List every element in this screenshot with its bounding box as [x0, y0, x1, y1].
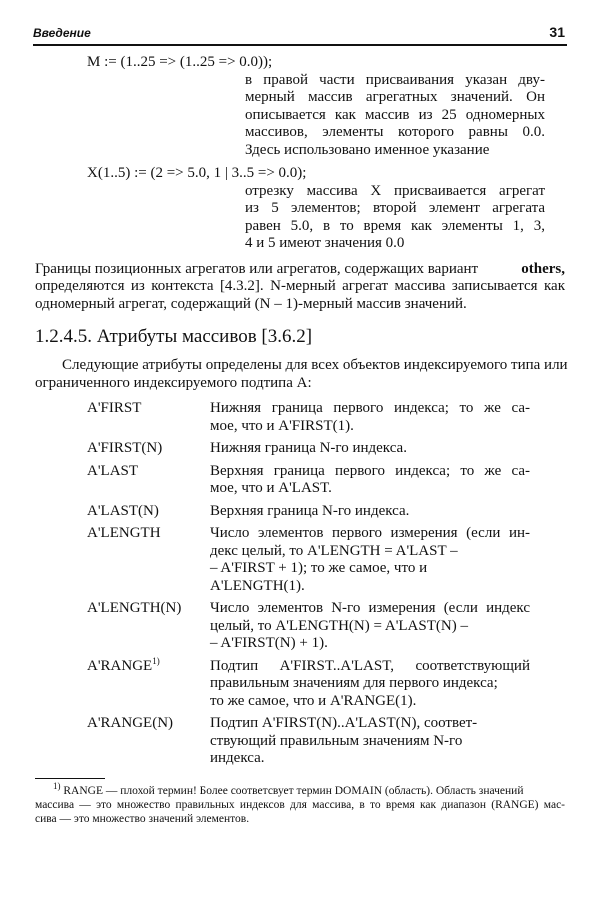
- attribute-row: [87, 463, 565, 498]
- description-line: Подтип A'FIRST(N)..A'LAST(N), соответ-: [210, 715, 478, 731]
- attribute-description: [210, 440, 530, 458]
- description-line: мое, что и A'LAST.: [210, 480, 332, 496]
- attribute-row: [87, 400, 565, 435]
- description-line: Нижняя граница N-го индекса.: [210, 440, 407, 456]
- attribute-row: [87, 503, 565, 521]
- keyword-others: others,: [521, 260, 565, 277]
- section-heading: 1.2.4.5. Атрибуты массивов [3.6.2]: [35, 326, 313, 347]
- attribute-row: [87, 600, 565, 653]
- description-line: то же самое, что и A'RANGE(1).: [210, 692, 417, 709]
- description-line: Число элементов первого измерения (если ин-: [210, 525, 530, 541]
- attribute-description: [210, 525, 530, 595]
- description-line: отрезку массива X присваивается агрегат: [245, 182, 545, 199]
- footnote-divider: [35, 778, 105, 779]
- description-line: декс целый, то A'LENGTH = A'LAST –: [210, 542, 458, 559]
- description-line: мое, что и A'FIRST(1).: [210, 417, 354, 434]
- body-paragraph: [35, 261, 565, 314]
- code-example-1-description: [245, 72, 545, 160]
- description-line: Здесь использовано именное указание: [245, 141, 490, 158]
- description-line: A'LENGTH(1).: [210, 577, 305, 594]
- description-line: индекса.: [210, 750, 265, 766]
- footnote-mark: 1): [53, 780, 61, 791]
- description-line: целый, то A'LENGTH(N) = A'LAST(N) –: [210, 617, 468, 634]
- description-line: – A'FIRST(N) + 1).: [210, 635, 328, 651]
- attribute-term: A'LAST: [87, 462, 139, 479]
- description-line: Верхняя граница первого индекса; то же са-: [210, 462, 530, 479]
- attribute-description: [210, 503, 530, 521]
- description-line: Подтип A'FIRST..A'LAST, соответствующий: [210, 657, 530, 674]
- footnote-line: массива — это множество правильных индексов для массива, в то время как диапазон (RANGE) мас-: [35, 798, 565, 811]
- page-number: 31: [549, 24, 565, 40]
- description-line: – A'FIRST + 1); то же самое, что и: [210, 560, 428, 576]
- attribute-term: A'LENGTH(N): [87, 600, 182, 616]
- attribute-row: [87, 525, 565, 595]
- footnote-line-1: [35, 780, 565, 798]
- paragraph-line: определяются из контекста [4.3.2]. N-мерный агрегат массива записывается как: [35, 278, 565, 294]
- attribute-description: [210, 658, 530, 711]
- paragraph-line: одномерный агрегат, содержащий (N – 1)-мерный массив значений.: [35, 295, 467, 312]
- description-line: описывается как массив из 25 одномерных: [245, 106, 545, 123]
- attribute-row: [87, 440, 565, 458]
- attribute-term: [87, 655, 210, 711]
- description-line: Число элементов N-го измерения (если индекс: [210, 600, 530, 616]
- footnote-reference[interactable]: 1): [152, 655, 160, 666]
- code-example-2: X(1..5) := (2 => 5.0, 1 | 3..5 => 0.0);: [87, 165, 307, 181]
- attribute-description: [210, 400, 530, 435]
- description-line: мерный массив агрегатных значений. Он: [245, 89, 545, 105]
- code-example-2-block: [35, 165, 565, 253]
- attribute-description: [210, 600, 530, 653]
- description-line: Нижняя граница первого индекса; то же са-: [210, 400, 530, 416]
- footnote-line: сива — это множество значений элементов.: [35, 812, 250, 825]
- attribute-term: A'LAST(N): [87, 502, 159, 519]
- attribute-description: [210, 463, 530, 498]
- paragraph-line-1: [35, 261, 565, 279]
- attribute-term: A'RANGE(N): [87, 715, 174, 731]
- paragraph-text: Границы позиционных агрегатов или агрегатов, содержащих вариант: [35, 260, 479, 277]
- attribute-row: [87, 715, 565, 768]
- attribute-row: [87, 655, 565, 711]
- description-line: 4 и 5 имеют значения 0.0: [245, 235, 405, 251]
- intro-line: ограниченного индексируемого подтипа A:: [35, 374, 312, 391]
- description-line: Верхняя граница N-го индекса.: [210, 502, 410, 519]
- code-example-2-description: [245, 183, 545, 253]
- footnote-text: RANGE — плохой термин! Более соответсвует термин DOMAIN (область). Область значений: [63, 784, 524, 797]
- attribute-term: A'FIRST: [87, 400, 142, 416]
- intro-line: Следующие атрибуты определены для всех объектов индексируемого типа или: [62, 357, 568, 373]
- page-body: [0, 46, 600, 768]
- description-line: ствующий правильным значениям N-го: [210, 732, 463, 749]
- attribute-term: A'FIRST(N): [87, 440, 163, 456]
- description-line: равен 5.0, в то время как элементы 1, 3,: [245, 217, 545, 234]
- attribute-description: [210, 715, 530, 768]
- code-example-1-block: [35, 54, 565, 159]
- footnote: [35, 780, 565, 826]
- attributes-list: [87, 400, 565, 768]
- description-line: в правой части присваивания указан дву-: [245, 71, 545, 88]
- description-line: из 5 элементов; второй элемент агрегата: [245, 200, 545, 216]
- term-text: A'RANGE: [87, 657, 153, 674]
- running-header: [33, 24, 567, 46]
- chapter-title: Введение: [33, 26, 91, 40]
- description-line: массивов, элементы которого равны 0.0.: [245, 124, 545, 140]
- attribute-term: A'LENGTH: [87, 525, 161, 541]
- intro-paragraph: [35, 357, 568, 392]
- description-line: правильным значениям для первого индекса;: [210, 675, 498, 691]
- code-example-1: M := (1..25 => (1..25 => 0.0));: [87, 54, 273, 70]
